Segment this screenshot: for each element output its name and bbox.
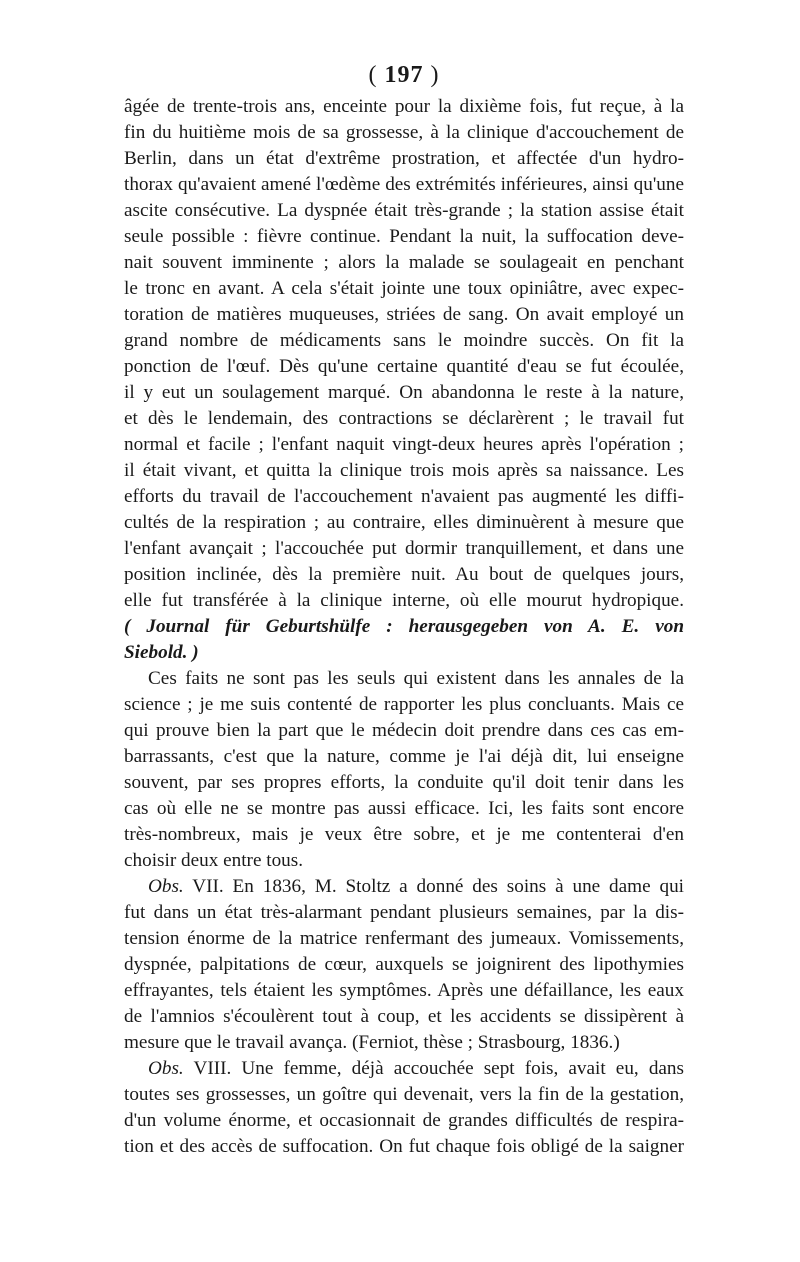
observation-viii [124,1056,684,1160]
book-page [124,60,684,1160]
text-line: d'un volume énorme, et occasionnait de grandes difficultés de respira- [124,1110,684,1131]
text-line: souvent, par ses propres efforts, la conduite qu'il doit tenir dans les [124,772,684,793]
page-number: ( 197 ) [368,62,440,88]
text-line: cultés de la respiration ; au contraire, elles diminuèrent à mesure que [124,512,684,533]
text-line: fut dans un état très-alarmant pendant plusieurs semaines, par la dis- [124,902,684,923]
text-line: tension énorme de la matrice renfermant des jumeaux. Vomissements, [124,928,684,949]
text-line: thorax qu'avaient amené l'œdème des extrémités inférieures, ainsi qu'une [124,174,684,195]
text-line: elle fut transférée à la clinique interne, où elle mourut hydropique. [124,590,684,611]
text-line: choisir deux entre tous. [124,850,304,871]
paragraph-commentary [124,666,684,874]
text-line: ponction de l'œuf. Dès qu'une certaine quantité d'eau se fut écoulée, [124,356,684,377]
text-line: nait souvent imminente ; alors la malade se soulageait en penchant [124,252,684,273]
text-line: très-nombreux, mais je veux être sobre, et je me contenterai d'en [124,824,684,845]
text-line: tion et des accès de suffocation. On fut chaque fois obligé de la saigner [124,1136,684,1157]
citation-line: ( Journal für Geburtshülfe : herausgegeben von A. E. von [124,616,684,637]
text-line: l'enfant avançait ; l'accouchée put dormir tranquillement, et dans une [124,538,684,559]
text-line: position inclinée, dès la première nuit. Au bout de quelques jours, [124,564,684,585]
text-line: qui prouve bien la part que le médecin doit prendre dans ces cas em- [124,720,684,741]
obs-label: Obs. [148,1058,184,1079]
observation-vii [124,874,684,1056]
text-line: toutes ses grossesses, un goître qui devenait, vers la fin de la gestation, [124,1084,684,1105]
text-line: il était vivant, et quitta la clinique trois mois après sa naissance. Les [124,460,684,481]
paragraph-case-report [124,94,684,666]
text-line: mesure que le travail avança. (Ferniot, thèse ; Strasbourg, 1836.) [124,1032,620,1053]
citation-line: Siebold. ) [124,642,199,663]
text-line: science ; je me suis contenté de rapporter les plus concluants. Mais ce [124,694,684,715]
text-line: barrassants, c'est que la nature, comme je l'ai déjà dit, lui enseigne [124,746,684,767]
text-line: cas où elle ne se montre pas aussi efficace. Ici, les faits sont encore [124,798,684,819]
text-line: âgée de trente-trois ans, enceinte pour la dixième fois, fut reçue, à la [124,96,684,117]
text-line: et dès le lendemain, des contractions se déclarèrent ; le travail fut [124,408,684,429]
text-line: Obs. VIII. Une femme, déjà accouchée sept fois, avait eu, dans [148,1058,684,1079]
text-line: Ces faits ne sont pas les seuls qui existent dans les annales de la [148,668,684,689]
text-line: Berlin, dans un état d'extrême prostration, et affectée d'un hydro- [124,148,684,169]
text-line: le tronc en avant. A cela s'était jointe une toux opiniâtre, avec expec- [124,278,684,299]
obs-label: Obs. [148,876,184,897]
text-line: ascite consécutive. La dyspnée était très-grande ; la station assise était [124,200,684,221]
text-line: fin du huitième mois de sa grossesse, à la clinique d'accouchement de [124,122,684,143]
text-line: il y eut un soulagement marqué. On abandonna le reste à la nature, [124,382,684,403]
text-line: grand nombre de médicaments sans le moindre succès. On fit la [124,330,684,351]
text-line: seule possible : fièvre continue. Pendant la nuit, la suffocation deve- [124,226,684,247]
text-line: efforts du travail de l'accouchement n'avaient pas augmenté les diffi- [124,486,684,507]
text-line: effrayantes, tels étaient les symptômes. Après une défaillance, les eaux [124,980,684,1001]
text-line: Obs. VII. En 1836, M. Stoltz a donné des soins à une dame qui [148,876,684,897]
text-line: toration de matières muqueuses, striées de sang. On avait employé un [124,304,684,325]
text-line: dyspnée, palpitations de cœur, auxquels se joignirent des lipothymies [124,954,684,975]
text-line: normal et facile ; l'enfant naquit vingt-deux heures après l'opération ; [124,434,684,455]
text-line: de l'amnios s'écoulèrent tout à coup, et les accidents se dissipèrent à [124,1006,684,1027]
